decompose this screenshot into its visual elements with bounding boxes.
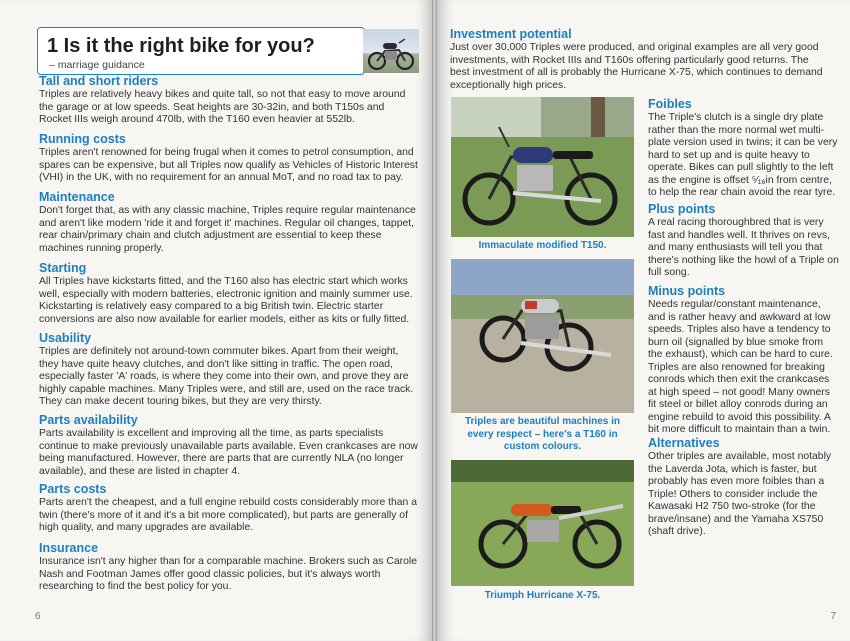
section-heading: Insurance — [39, 541, 99, 555]
caption-x75: Triumph Hurricane X-75. — [484, 590, 601, 601]
chapter-title: 1 Is it the right bike for you? — [47, 35, 315, 57]
section-body: The Triple's clutch is a single dry plate rather than the more normal wet multi-plate version used in twins; it can be very hard to set up and is quite heavy to operate. Bikes can pull slightly to the left as the engine is offset ⁵⁄₁₆in from centre, to help the rear chain avoid the rear tyre. — [648, 112, 838, 198]
section-plus-points — [648, 202, 840, 280]
section-body: Just over 30,000 Triples were produced, and original examples are all very good investments, with Rocket IIIs and T160s offering particularly good returns. The best investment of all is probably the Hurricane X-75, which continues to demand exceptionally high prices. — [450, 42, 823, 91]
section-heading: Alternatives — [648, 436, 720, 450]
section-foibles — [648, 97, 840, 200]
section-usability — [39, 331, 419, 409]
section-heading: Plus points — [648, 202, 716, 216]
right-page — [437, 0, 850, 641]
photo-hurricane-x75 — [451, 460, 634, 586]
photo-t160-custom — [451, 259, 634, 413]
caption-t150: Immaculate modified T150. — [478, 240, 607, 251]
section-body: Don't forget that, as with any classic machine, Triples require regular maintenance and aren't like modern 'ride it and forget it' machines. Regular oil changes, tappet, rear chain/primary chain and clutch adjustment are essential to keep these machines running properly. — [39, 205, 416, 254]
section-maintenance — [39, 190, 419, 255]
section-heading: Usability — [39, 331, 92, 345]
section-starting — [39, 261, 419, 326]
section-body: All Triples have kickstarts fitted, and the T160 also has electric start which works well, especially with modern batteries, electronic ignition and mainly summer use. Kickstarting is relatively easy compared to a big British twin. Electric starter conversions are also now available for earlier models, either as kits or fully fitted. — [39, 276, 413, 325]
chapter-subtitle: – marriage guidance — [49, 59, 145, 71]
section-heading: Parts availability — [39, 413, 138, 427]
section-body: Triples aren't renowned for being frugal when it comes to petrol consumption, and spares can be expensive, but all Triples now qualify as Vehicles of Historic Interest (VHI) in the UK, with no requirement for an annual MoT, and no road tax to pay. — [39, 147, 418, 183]
section-alternatives — [648, 436, 840, 539]
section-heading: Starting — [39, 261, 87, 275]
section-investment-potential — [450, 27, 828, 92]
section-body: Triples are definitely not around-town commuter bikes. Apart from their weight, they have quite heavy clutches, and don't like sitting in traffic. The open road, especially faster 'A' roads, is where they come into their own, and prove they are highly capable machines. Many Triples were, and still are, used on the race track. They can make decent touring bikes, but they are very thirsty. — [39, 346, 414, 407]
section-body: Parts aren't the cheapest, and a full engine rebuild costs considerably more than a twin (there's more of it and it's a bit more complicated), but parts are generally of high quality, and many upgrades are available. — [39, 497, 418, 533]
page-number-left: 6 — [35, 611, 41, 622]
section-body: Parts availability is excellent and improving all the time, as parts specialists continue to make previously unavailable parts available. Even crankcases are now being manufactured. However, there are parts that are currently NLA (no longer available), and these are listed in chapter 4. — [39, 428, 418, 477]
section-body: Triples are relatively heavy bikes and quite tall, so not that easy to move around the garage or at low speeds. Seat heights are 30-32in, and both T150s and Rocket IIIs weigh around 470lb, with the T160 even heavier at 552lb. — [39, 89, 406, 125]
section-parts-costs — [39, 482, 419, 535]
section-heading: Running costs — [39, 132, 126, 146]
page-number-right: 7 — [830, 611, 836, 622]
section-heading: Maintenance — [39, 190, 115, 204]
section-tall-short-riders — [39, 74, 419, 127]
section-heading: Foibles — [648, 97, 692, 111]
section-minus-points — [648, 284, 840, 437]
section-heading: Tall and short riders — [39, 74, 159, 88]
section-body: A real racing thoroughbred that is very fast and handles well. It thrives on revs, and many enthusiasts will tell you that there's nothing like the howl of a Triple on full song. — [648, 217, 839, 278]
section-heading: Investment potential — [450, 27, 572, 41]
section-parts-availability — [39, 413, 419, 478]
section-body: Insurance isn't any higher than for a comparable machine. Brokers such as Carole Nash and Footman James offer good classic policies, but it's always worth researching to find the best policy for you. — [39, 556, 417, 592]
section-body: Needs regular/constant maintenance, and is rather heavy and awkward at low speeds. Triples also have a tendency to burn oil (signalled by blue smoke from the exhaust), which can be hard to cure. Triples are also renowned for breaking conrods which then exit the crankcases at high speed – not good! Many owners fit steel or billet alloy conrods during an engine rebuild to avoid this possibility. A bit more difficult to maintain than a twin. — [648, 299, 833, 435]
section-heading: Minus points — [648, 284, 726, 298]
chapter-title-box — [37, 27, 365, 75]
photo-modified-t150 — [451, 97, 634, 237]
section-heading: Parts costs — [39, 482, 107, 496]
title-motorcycle-thumbnail — [363, 29, 419, 73]
section-body: Other triples are available, most notably the Laverda Jota, which is faster, but probably has even more foibles than a Triple! Others to consider include the Kawasaki H2 750 two-stroke (for the brave/insane) and the Yamaha XS750 (shaft drive). — [648, 451, 832, 537]
caption-t160: Triples are beautiful machines in every respect – here's a T160 in custom colours. — [464, 416, 621, 452]
section-running-costs — [39, 132, 419, 185]
section-insurance — [39, 541, 419, 594]
